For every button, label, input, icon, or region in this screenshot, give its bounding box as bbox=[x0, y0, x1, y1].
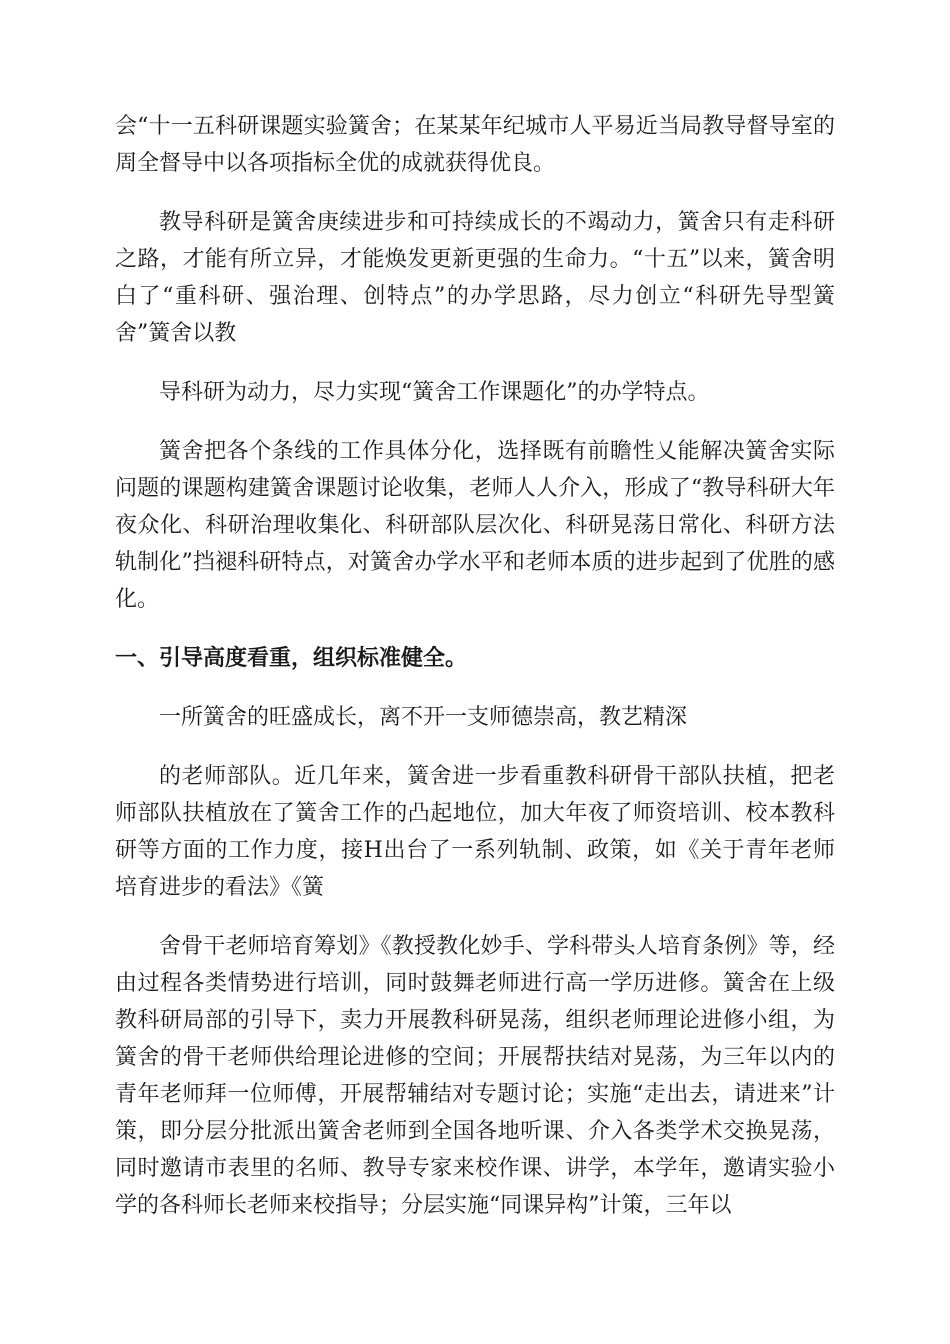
document-body bbox=[115, 108, 835, 1246]
paragraph-1: 会“十一五科研课题实验簧舍；在某某年纪城市人平易近当局教导督导室的周全督导中以各项指标全优的成就获得优良。 bbox=[115, 114, 835, 176]
paragraph-6: 的老师部队。近几年来，簧舍进一步看重教科研骨干部队扶植，把老师部队扶植放在了簧舍工作的凸起地位，加大年夜了师资培训、校本教科研等方面的工作力度，接H出台了一系列轨制、政策，如《关于青年老师培育进步的看法》《簧 bbox=[115, 764, 835, 900]
paragraph-2: 教导科研是簧舍庚续进步和可持续成长的不竭动力，簧舍只有走科研之路，才能有所立异，才能焕发更新更强的生命力。“十五”以来，簧舍明白了“重科研、强治理、创特点”的办学思路，尽力创立“科研先导型簧舍”簧舍以教 bbox=[115, 210, 835, 346]
section-heading: 一、引导高度看重，组织标准健全。 bbox=[115, 646, 468, 671]
paragraph-7: 舍骨干老师培育筹划》《教授教化妙手、学科带头人培育条例》等，经由过程各类情势进行培训，同时鼓舞老师进行高一学历进修。簧舍在上级教科研局部的引导下，卖力开展教科研晃荡，组织老师理论进修小组，为簧舍的骨干老师供给理论进修的空间；开展帮扶结对晃荡，为三年以内的青年老师拜一位师傅，开展帮辅结对专题讨论；实施“走出去，请进来”计策，即分层分批派出簧舍老师到全国各地听课、介入各类学术交换晃荡，同时邀请市表里的名师、教导专家来校作课、讲学，本学年，邀请实验小学的各科师长老师来校指导；分层实施“同课异构”计策，三年以 bbox=[115, 934, 835, 1218]
paragraph-4: 簧舍把各个条线的工作具体分化，选择既有前瞻性乂能解决簧舍实际问题的课题构建簧舍课题讨论收集，老师人人介入，形成了“教导科研大年夜众化、科研治理收集化、科研部队层次化、科研晃荡日常化、科研方法轨制化”挡褪科研特点，对簧舍办学水平和老师本质的进步起到了优胜的感化。 bbox=[115, 439, 835, 612]
paragraph-5: 一所簧舍的旺盛成长，离不开一支师德崇高，教艺精深 bbox=[159, 705, 688, 730]
paragraph-3: 导科研为动力，尽力实现“簧舍工作课题化”的办学特点。 bbox=[159, 380, 710, 405]
